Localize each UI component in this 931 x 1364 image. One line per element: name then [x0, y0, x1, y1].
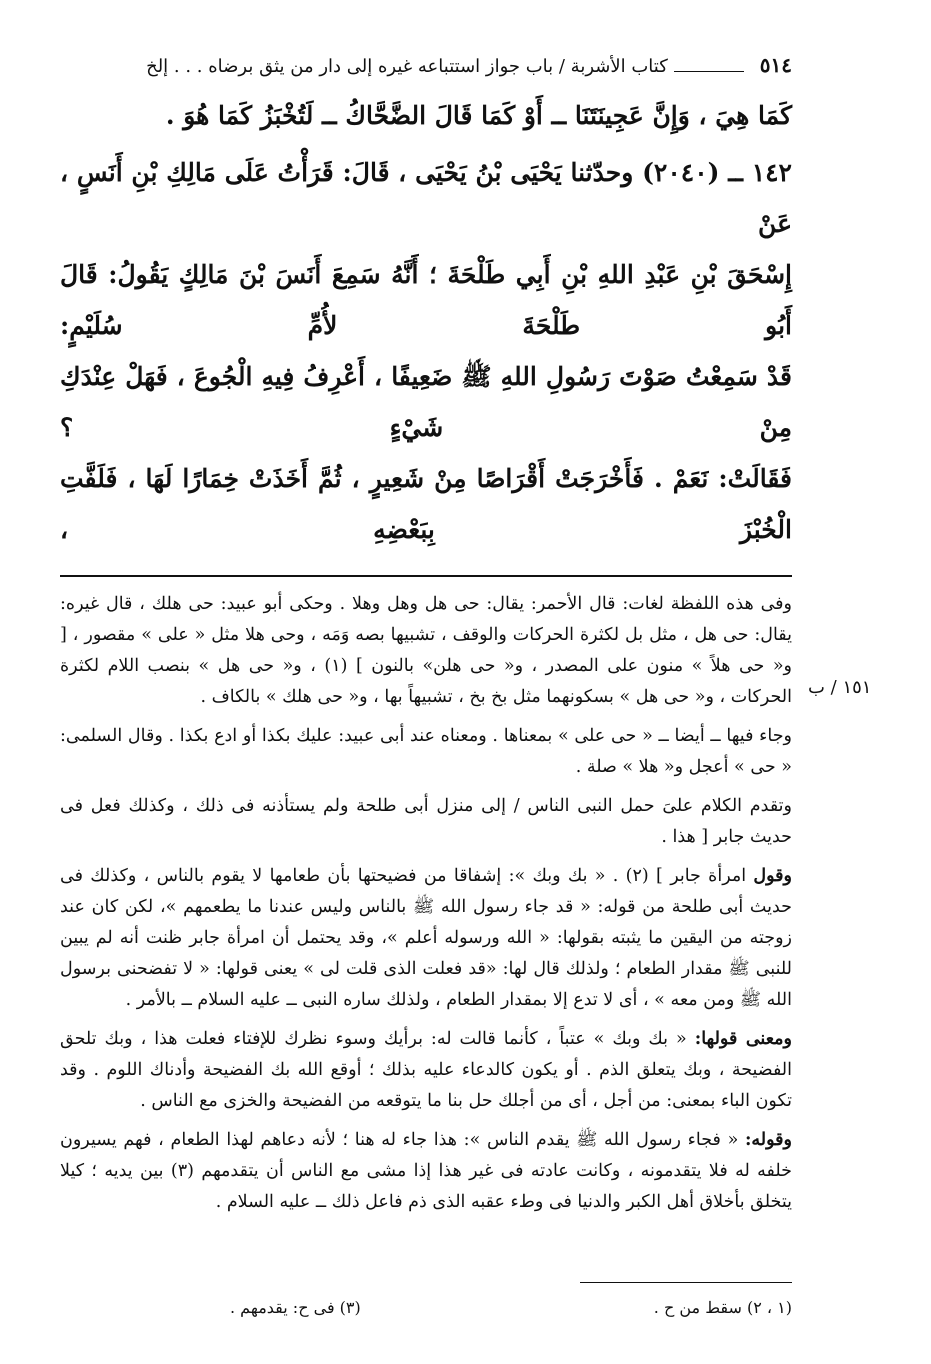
hadith-line: ١٤٢ ــ (٢٠٤٠) وحدّثنا يَحْيَى بْنُ يَحْيَى ، قَالَ: قَرَأْتُ عَلَى مَالِكِ بْنِ أَنَسٍ ، عَنْ [60, 158, 792, 238]
footnotes [230, 1298, 792, 1317]
section-divider [60, 575, 792, 577]
paragraph-text: وفى هذه اللفظة لغات: قال الأحمر: يقال: حى هل وهل وهلا . وحكى أبو عبيد: حى هلك ، قال غيره: يقال: حى هل ، مثل بل لكثرة الحركات والوقف ، تشبيها بصه وَمَه ، وحى هلا مثل « على » مقصور ، [ و« حى هلاً » منون على المصدر ، و« حى هلن» بالنون ] (١) ، و« حى هل » بنصب اللام لكثرة الحركات ، و« حى هل » بسكونهما مثل بخ بخ ، تشبيهاً بها ، و« حى هلك » بالكاف . [60, 594, 793, 707]
header-dash [674, 71, 744, 72]
commentary-paragraph [60, 1024, 792, 1117]
commentary-paragraph [60, 791, 792, 853]
hadith-line: إِسْحَقَ بْنِ عَبْدِ اللهِ بْنِ أَبِي طَلْحَةَ ؛ أَنَّهُ سَمِعَ أَنَسَ بْنَ مَالِكٍ يَقُولُ: قَالَ أَبُو طَلْحَةَ لأُمِّ سُلَيْمٍ: [60, 260, 792, 340]
commentary-paragraph [60, 861, 792, 1016]
footnote-divider [580, 1282, 792, 1283]
manuscript-folio-ref: ١٥١ / ب [808, 677, 872, 698]
footnote: (١ ، ٢) سقط من ح . [653, 1298, 792, 1317]
commentary-paragraph [60, 589, 792, 713]
paragraph-lead: وقوله: [744, 1130, 792, 1150]
hadith-line: قَدْ سَمِعْتُ صَوْتَ رَسُولِ اللهِ ﷺ ضَعِيفًا ، أَعْرِفُ فِيهِ الْجُوعَ ، فَهَلْ عِنْدَكِ مِنْ شَيْءٍ ؟ [60, 362, 792, 442]
page-header [60, 52, 792, 80]
paragraph-text: « فجاء رسول الله ﷺ يقدم الناس »: هذا جاء له هنا ؛ لأنه دعاهم لهذا الطعام ، فهم يسيرون خلفه له فلا يتقدمونه ، وكانت عادته فى غير هذا إذا مشى مع الناس أن يتقدمهم (٣) بين يديه ؛ كيلا يتخلق بأخلاق أهل الكبر والدنيا فى وطء عقبه الذى ذم فاعل ذلك ــ عليه السلام . [60, 1130, 792, 1212]
paragraph-lead: ومعنى قولها: [694, 1029, 792, 1049]
paragraph-lead: وقول [753, 866, 792, 886]
hadith-line: كَمَا هِيَ ، وَإِنَّ عَجِينَتَنَا ــ أَوْ كَمَا قَالَ الضَّحَّاكُ ــ لَتُخْبَزُ كَمَا هُوَ . [165, 101, 792, 130]
page-number: ٥١٤ [759, 53, 792, 77]
commentary-paragraph [60, 1125, 792, 1218]
page-body [60, 52, 792, 1226]
hadith-line: فَقَالَتْ: نَعَمْ . فَأَخْرَجَتْ أَقْرَاصًا مِنْ شَعِيرٍ ، ثُمَّ أَخَذَتْ خِمَارًا لَهَا ، فَلَفَّتِ الْخُبْزَ بِبَعْضِهِ ، [60, 464, 792, 544]
paragraph-text: وتقدم الكلام علىَ حمل النبى الناس / إلى منزل أبى طلحة ولم يستأذنه فى ذلك ، وكذلك فعل فى حديث جابر [ هذا . [60, 796, 792, 847]
commentary-paragraph [60, 721, 792, 783]
paragraph-text: وجاء فيها ــ أيضا ــ « حى على » بمعناها . ومعناه عند أبى عبيد: عليك بكذا أو ادع بكذا . وقال السلمى: « حى » أعجل و« هلا » صلة . [60, 726, 792, 777]
hadith-text [60, 90, 792, 555]
paragraph-text: « بك وبك » عتباً ، كأنما قالت له: برأيك وسوء نظرك للإفتاء فعلت هذا ، وبك تلحق الفضيحة ، وبك يتعلق الذم . أو يكون كالدعاء عليه بذلك ؛ أوقع الله بك الفضيحة وأدناك اللوم . وقد تكون الباء بمعنى: من أجل ، أى من أجلك حل بنا ما يتوقعه من الفضيحة والخزى مع الناس . [60, 1029, 792, 1111]
running-title: كتاب الأشربة / باب جواز استتباعه غيره إلى دار من يثق برضاه . . . إلخ [146, 56, 668, 77]
footnote: (٣) فى ح: يقدمهم . [230, 1298, 361, 1317]
paragraph-text: امرأة جابر ] (٢) . « بك وبك »: إشفاقا من فضيحتها بأن طعامها لا يقوم بالناس ، وكذلك فى حديث أبى طلحة من قوله: « قد جاء رسول الله ﷺ بالناس وليس عندنا ما يطعمهم »، لكن كان عند زوجته من اليقين ما يثبته بقولها: « الله ورسوله أعلم »، وقد يحتمل أن امرأة جابر ظنت أنه لم يبين للنبى ﷺ مقدار الطعام ؛ ولذلك قال لها: «قد فعلت الذى قلت لى » يعنى قولها: « لا تفضحنى برسول الله ﷺ ومن معه » ، أى لا تدع إلا بمقدار الطعام ، ولذلك ساره النبى ــ عليه السلام ــ بالأمر . [60, 866, 792, 1010]
